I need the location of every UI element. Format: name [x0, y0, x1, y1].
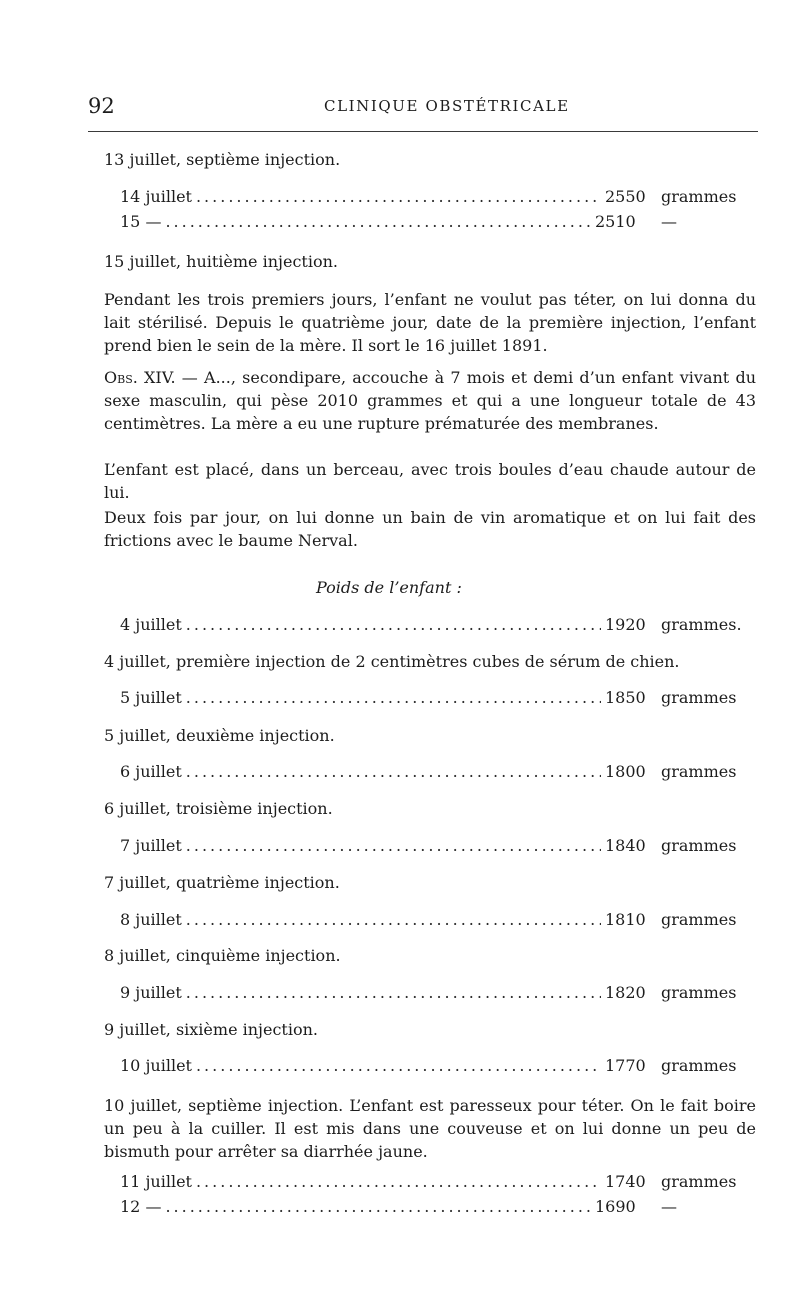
- weight-entry: [120, 615, 756, 634]
- weight-entry: [120, 910, 756, 929]
- entry-date: 7 juillet: [120, 836, 182, 855]
- entry-unit: grammes: [661, 762, 737, 781]
- entry-value: 1820: [605, 983, 646, 1002]
- weight-entry: [120, 836, 756, 855]
- entry-date: 6 juillet: [120, 762, 182, 781]
- leader-dots: [186, 836, 601, 855]
- weight-entry: [120, 1056, 756, 1075]
- leader-dots: [186, 615, 601, 634]
- header-rule: [88, 131, 758, 132]
- weight-entry: [120, 1172, 756, 1191]
- weight-entry: [120, 762, 756, 781]
- injection-note: 4 juillet, première injection de 2 centimètres cubes de sérum de chien.: [104, 652, 680, 671]
- paragraph: 10 juillet, septième injection. L’enfant est paresseux pour téter. On le fait boire un peu à la cuiller. Il est mis dans une couveuse et on lui donne un peu de bismuth pour arrêter sa diarrhée jaune.: [104, 1096, 756, 1161]
- leader-dots: [196, 1056, 601, 1075]
- text-line: 15 juillet, huitième injection.: [104, 252, 338, 271]
- leader-dots: [186, 910, 601, 929]
- entry-date: 11 juillet: [120, 1172, 192, 1191]
- entry-date: 15 —: [120, 212, 162, 231]
- leader-dots: [196, 187, 601, 206]
- entry-value: 1800: [605, 762, 646, 781]
- entry-unit: —: [661, 1197, 677, 1216]
- leader-dots: [165, 212, 591, 231]
- weight-entry: [120, 983, 756, 1002]
- entry-unit: grammes: [661, 688, 737, 707]
- weight-entry: [120, 1197, 756, 1216]
- entry-value: 1740: [605, 1172, 646, 1191]
- entry-value: 2550: [605, 187, 646, 206]
- entry-value: 1690: [595, 1197, 636, 1216]
- leader-dots: [186, 688, 601, 707]
- entry-value: 1770: [605, 1056, 646, 1075]
- weights-heading: Poids de l’enfant :: [316, 578, 462, 597]
- entry-unit: grammes: [661, 187, 737, 206]
- weight-entry: [120, 212, 756, 231]
- running-title: CLINIQUE OBSTÉTRICALE: [324, 97, 570, 115]
- leader-dots: [165, 1197, 591, 1216]
- obs-text: XIV. — A..., secondipare, accouche à 7 mois et demi d’un enfant vivant du sexe masculin, qui pèse 2010 grammes et qui a une longueur totale de 43 centimètres. La mère a eu une rupture prématurée des membranes.: [104, 368, 756, 433]
- obs-label: Obs.: [104, 368, 138, 387]
- injection-note: 8 juillet, cinquième injection.: [104, 946, 341, 965]
- entry-date: 12 —: [120, 1197, 162, 1216]
- paragraph: Pendant les trois premiers jours, l’enfant ne voulut pas téter, on lui donna du lait stérilisé. Depuis le quatrième jour, date de la première injection, l’enfant prend bien le sein de la mère. Il sort le 16 juillet 1891.: [104, 290, 756, 355]
- entry-unit: grammes: [661, 910, 737, 929]
- injection-note: 6 juillet, troisième injection.: [104, 799, 333, 818]
- entry-unit: grammes.: [661, 615, 742, 634]
- paragraph: L’enfant est placé, dans un berceau, avec trois boules d’eau chaude autour de lui.: [104, 460, 756, 502]
- entry-value: 1810: [605, 910, 646, 929]
- entry-value: 1840: [605, 836, 646, 855]
- entry-value: 2510: [595, 212, 636, 231]
- injection-note: 7 juillet, quatrième injection.: [104, 873, 340, 892]
- leader-dots: [196, 1172, 601, 1191]
- entry-unit: grammes: [661, 1172, 737, 1191]
- entry-date: 4 juillet: [120, 615, 182, 634]
- entry-date: 5 juillet: [120, 688, 182, 707]
- entry-date: 8 juillet: [120, 910, 182, 929]
- observation-paragraph: [104, 366, 756, 435]
- entry-value: 1920: [605, 615, 646, 634]
- entry-unit: grammes: [661, 836, 737, 855]
- text-line: 13 juillet, septième injection.: [104, 150, 341, 169]
- injection-note: 9 juillet, sixième injection.: [104, 1020, 318, 1039]
- leader-dots: [186, 762, 601, 781]
- injection-note: 5 juillet, deuxième injection.: [104, 726, 335, 745]
- page-number: 92: [88, 94, 115, 118]
- entry-date: 14 juillet: [120, 187, 192, 206]
- entry-value: 1850: [605, 688, 646, 707]
- weight-entry: [120, 688, 756, 707]
- entry-unit: grammes: [661, 1056, 737, 1075]
- leader-dots: [186, 983, 601, 1002]
- entry-date: 10 juillet: [120, 1056, 192, 1075]
- entry-unit: —: [661, 212, 677, 231]
- weight-entry: [120, 187, 756, 206]
- entry-date: 9 juillet: [120, 983, 182, 1002]
- entry-unit: grammes: [661, 983, 737, 1002]
- paragraph: Deux fois par jour, on lui donne un bain de vin aromatique et on lui fait des frictions avec le baume Nerval.: [104, 508, 756, 550]
